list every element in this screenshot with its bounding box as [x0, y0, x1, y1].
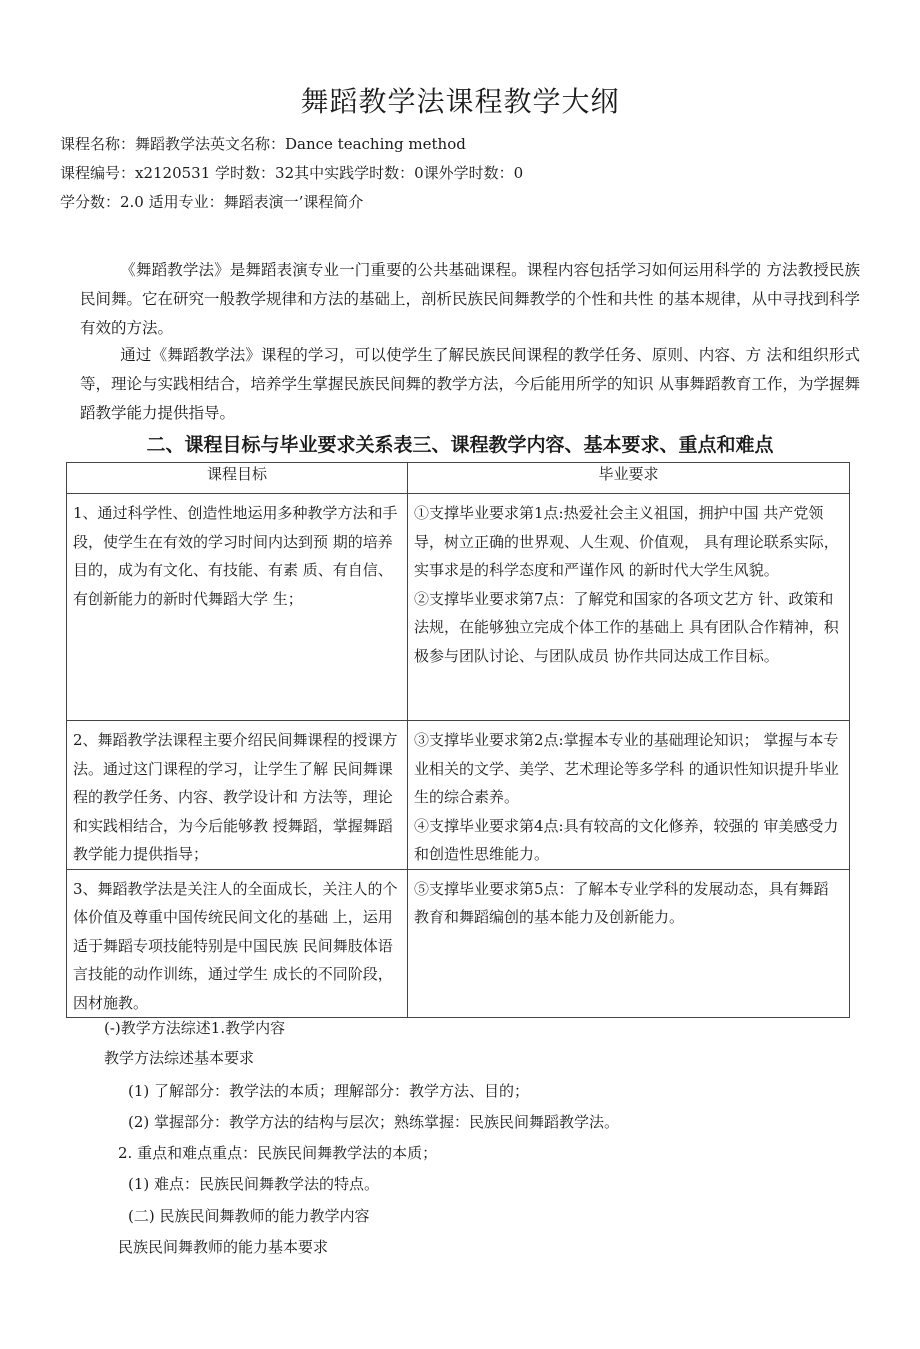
- course-code-line: 课程编号：x2120531 学时数：32其中实践学时数：0课外学时数：0: [60, 164, 524, 182]
- document-title: 舞蹈教学法课程教学大纲: [300, 85, 620, 118]
- intro-paragraph-1: 《舞蹈教学法》是舞蹈表演专业一门重要的公共基础课程。课程内容包括学习如何运用科学的 方法教授民族民间舞。它在研究一般教学规律和方法的基础上，剖析民族民间舞教学的个性和共性 的基本规律，从中寻找到科学有效的方法。: [80, 261, 860, 337]
- requirement-cell: [408, 721, 850, 870]
- teacher-ability-requirements-line: 民族民间舞教师的能力基本要求: [118, 1238, 329, 1256]
- table-row: [67, 721, 850, 870]
- requirement-point-1: (1) 了解部分：教学法的本质；理解部分：教学方法、目的；: [128, 1082, 530, 1100]
- key-points-line: 2. 重点和难点重点：民族民间舞教学法的本质；: [118, 1144, 438, 1162]
- requirement-item: ⑤支撑毕业要求第5点：了解本专业学科的发展动态，具有舞蹈教育和舞蹈编创的基本能力及创新能力。: [414, 879, 829, 926]
- header-graduation-requirement: 毕业要求: [408, 463, 850, 494]
- requirement-item: ③支撑毕业要求第2点:掌握本专业的基础理论知识； 掌握与本专业相关的文学、美学、艺术理论等多学科 的通识性知识提升毕业生的综合素养。: [414, 731, 839, 806]
- goal-cell: 3、舞蹈教学法是关注人的全面成长，关注人的个体价值及尊重中国传统民间文化的基础 上，运用适于舞蹈专项技能特别是中国民族 民间舞肢体语言技能的动作训练，通过学生 成长的不同阶段，因材施教。: [67, 869, 408, 1018]
- requirement-item: ②支撑毕业要求第7点：了解党和国家的各项文艺方 针、政策和法规，在能够独立完成个体工作的基础上 具有团队合作精神，积极参与团队讨论、与团队成员 协作共同达成工作目标。: [414, 589, 839, 665]
- basic-requirements-heading: 教学方法综述基本要求: [104, 1049, 255, 1067]
- teacher-ability-content-line: (二) 民族民间舞教师的能力教学内容: [128, 1207, 370, 1225]
- section-heading: 二、课程目标与毕业要求关系表三、课程教学内容、基本要求、重点和难点: [146, 434, 774, 456]
- goal-cell: 2、舞蹈教学法课程主要介绍民间舞课程的授课方法。通过这门课程的学习，让学生了解 民间舞课程的教学任务、内容、教学设计和 方法等，理论和实践相结合，为今后能够教 授舞蹈，掌握舞蹈教学能力提供指导；: [67, 721, 408, 870]
- requirement-item: ①支撑毕业要求第1点:热爱社会主义祖国，拥护中国 共产党领导，树立正确的世界观、人生观、价值观， 具有理论联系实际，实事求是的科学态度和严谨作风 的新时代大学生风貌。: [414, 504, 839, 579]
- requirement-point-2: (2) 掌握部分：教学方法的结构与层次；熟练掌握：民族民间舞蹈教学法。: [128, 1113, 620, 1131]
- requirement-cell: [408, 494, 850, 721]
- goals-requirements-table: [66, 462, 850, 1018]
- course-name-line: 课程名称：舞蹈教学法英文名称：Dance teaching method: [60, 135, 466, 153]
- goal-cell: 1、通过科学性、创造性地运用多种教学方法和手段，使学生在有效的学习时间内达到预 期的培养目的，成为有文化、有技能、有素 质、有自信、有创新能力的新时代舞蹈大学 生；: [67, 494, 408, 721]
- requirement-cell: [408, 869, 850, 1018]
- table-header-row: [67, 463, 850, 494]
- teaching-method-overview-line: (-)教学方法综述1.教学内容: [104, 1019, 286, 1037]
- credits-line: 学分数：2.0 适用专业：舞蹈表演一’课程简介: [60, 193, 364, 211]
- difficulty-point-line: (1) 难点：民族民间舞教学法的特点。: [128, 1175, 380, 1193]
- header-course-goal: 课程目标: [67, 463, 408, 494]
- requirement-item: ④支撑毕业要求第4点:具有较高的文化修养，较强的 审美感受力和创造性思维能力。: [414, 816, 839, 863]
- table-row: [67, 494, 850, 721]
- intro-paragraph-2: 通过《舞蹈教学法》课程的学习，可以使学生了解民族民间课程的教学任务、原则、内容、方 法和组织形式等，理论与实践相结合，培养学生掌握民族民间舞的教学方法，今后能用所学的知识 从事舞蹈教育工作，为学握舞蹈教学能力提供指导。: [80, 346, 860, 422]
- table-row: [67, 869, 850, 1018]
